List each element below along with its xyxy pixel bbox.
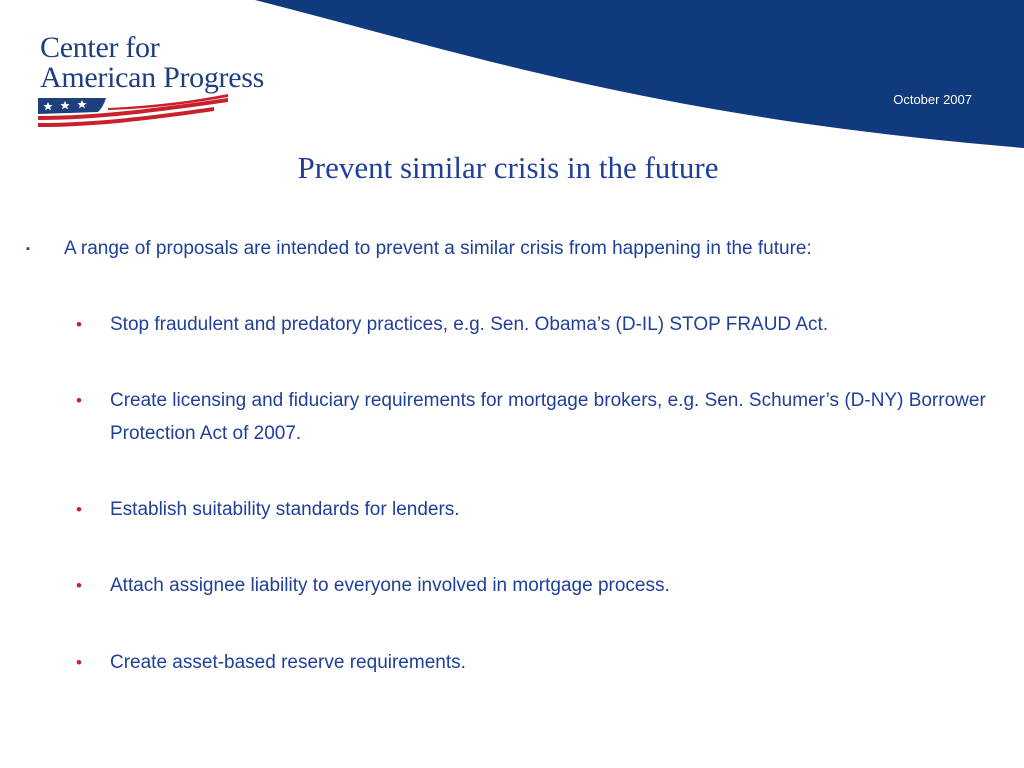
bullet-main — [26, 232, 1006, 265]
sub-bullet — [76, 646, 996, 679]
sub-bullet — [76, 308, 996, 341]
sub-bullet — [76, 569, 996, 602]
bullet-dot-icon: • — [76, 391, 82, 410]
slide-title: Prevent similar crisis in the future — [297, 150, 719, 185]
sub-bullet — [76, 493, 996, 526]
sub-bullet-text: Establish suitability standards for lenders. — [110, 499, 460, 520]
sub-bullet-text: Create asset-based reserve requirements. — [110, 652, 466, 673]
sub-bullet-text: Stop fraudulent and predatory practices, e.g. Sen. Obama’s (D-IL) STOP FRAUD Act. — [110, 314, 829, 335]
bullet-dot-icon: • — [76, 653, 82, 672]
logo-text-line1: Center for — [40, 31, 160, 64]
slide-date: October 2007 — [893, 92, 972, 107]
sub-bullet — [76, 384, 996, 450]
bullet-dot-icon: • — [76, 576, 82, 595]
logo-text-line2: American Progress — [40, 61, 265, 94]
bullet-dot-icon: • — [76, 500, 82, 519]
bullet-main-text: A range of proposals are intended to prevent a similar crisis from happening in the future: — [64, 238, 812, 259]
sub-bullet-text: Attach assignee liability to everyone involved in mortgage process. — [110, 575, 670, 596]
logo — [38, 32, 278, 132]
flag-stars-stripes-icon — [38, 94, 228, 130]
bullet-dot-icon: • — [76, 315, 82, 334]
sub-bullet-text: Create licensing and fiduciary requirements for mortgage brokers, e.g. Sen. Schumer’s (D-NY) Borrower Protection Act of 2007. — [110, 390, 986, 444]
square-bullet-icon: ▪ — [26, 243, 30, 255]
